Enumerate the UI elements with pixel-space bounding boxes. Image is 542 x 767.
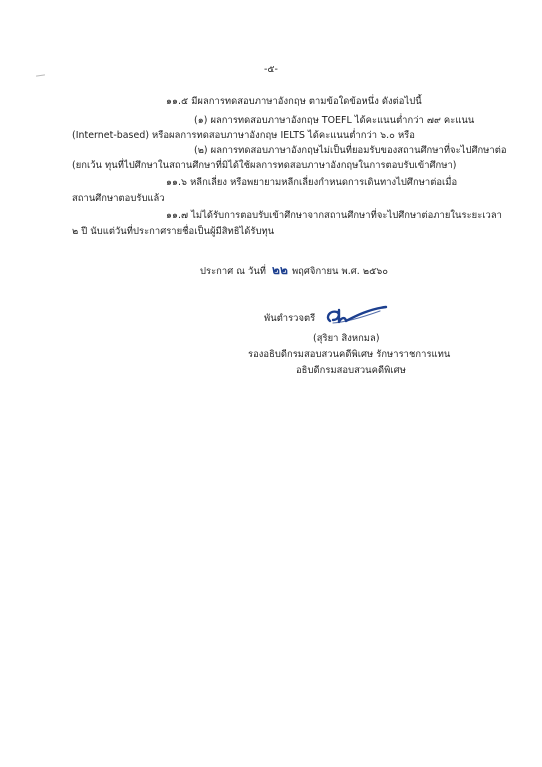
clause-11-5-1-line1: (๑) ผลการทดสอบภาษาอังกฤษ TOEFL ได้คะแนนต่ำกว่า ๗๙ คะแนน	[194, 115, 475, 126]
signer-title-line2: อธิบดีกรมสอบสวนคดีพิเศษ	[296, 365, 406, 376]
clause-11-5-heading: ๑๑.๕ มีผลการทดสอบภาษาอังกฤษ ตามข้อใดข้อหนึ่ง ดังต่อไปนี้	[166, 96, 422, 107]
clause-11-6-line1: ๑๑.๖ หลีกเลี่ยง หรือพยายามหลีกเลี่ยงกำหนดการเดินทางไปศึกษาต่อเมื่อ	[166, 177, 458, 188]
clause-11-7-line2: ๒ ปี นับแต่วันที่ประกาศรายชื่อเป็นผู้มีสิทธิได้รับทุน	[72, 226, 275, 237]
signer-title-line1: รองอธิบดีกรมสอบสวนคดีพิเศษ รักษาราชการแทน	[248, 349, 451, 360]
clause-11-6-line2: สถานศึกษาตอบรับแล้ว	[72, 193, 165, 204]
announcement-month-year: พฤศจิกายน พ.ศ. ๒๕๖๐	[291, 266, 388, 277]
announcement-day: ๒๒	[272, 263, 288, 277]
announcement-date	[200, 264, 388, 278]
signer-rank: พันตำรวจตรี	[264, 313, 316, 324]
announcement-prefix: ประกาศ ณ วันที่	[200, 266, 267, 277]
clause-11-5-2-line2: (ยกเว้น ทุนที่ไปศึกษาในสถานศึกษาที่มิได้ใช้ผลการทดสอบภาษาอังกฤษในการตอบรับเข้าศึกษา)	[72, 160, 457, 171]
clause-11-5-2-line1: (๒) ผลการทดสอบภาษาอังกฤษไม่เป็นที่ยอมรับของสถานศึกษาที่จะไปศึกษาต่อ	[194, 145, 507, 156]
scan-mark	[36, 74, 45, 76]
clause-11-5-1-line2: (Internet-based) หรือผลการทดสอบภาษาอังกฤษ IELTS ได้คะแนนต่ำกว่า ๖.๐ หรือ	[72, 130, 415, 141]
signer-name: (สุริยา สิงหกมล)	[313, 333, 380, 344]
clause-11-7-line1: ๑๑.๗ ไม่ได้รับการตอบรับเข้าศึกษาจากสถานศึกษาที่จะไปศึกษาต่อภายในระยะเวลา	[166, 210, 502, 221]
handwritten-signature	[322, 302, 390, 328]
page-number: -๕-	[264, 64, 278, 75]
